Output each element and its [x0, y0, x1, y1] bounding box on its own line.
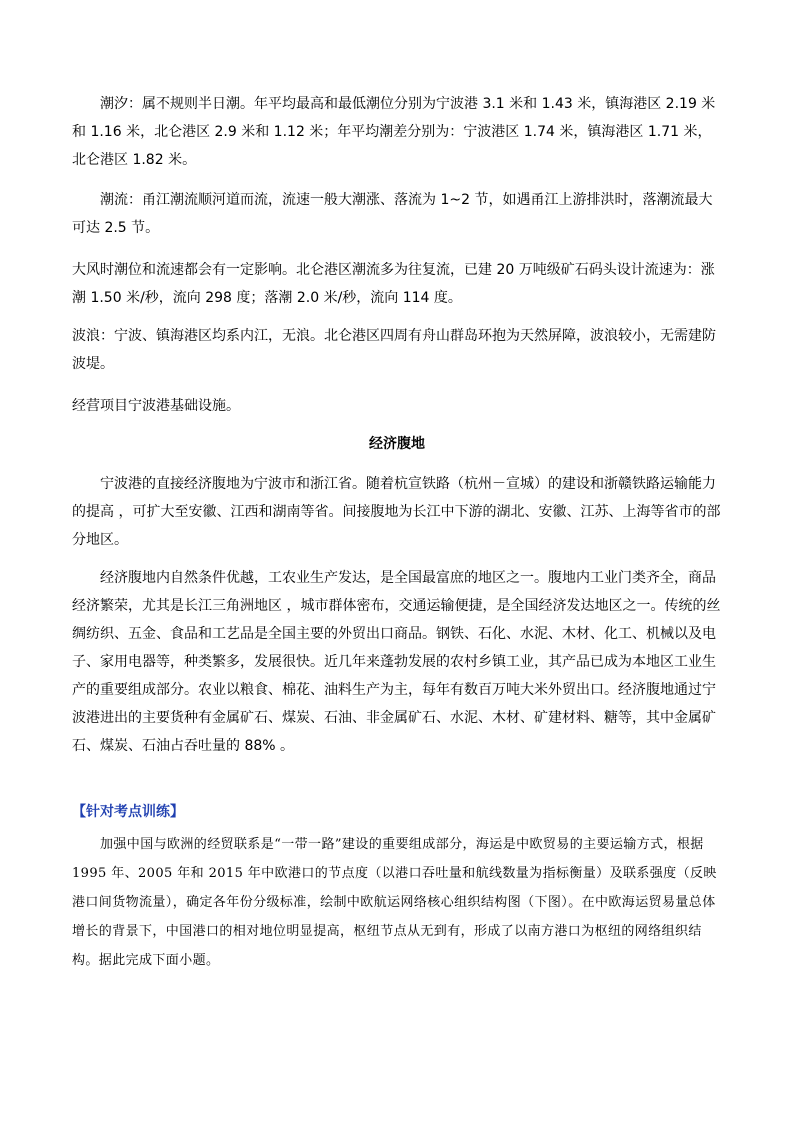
business-paragraph: 经营项目宁波港基础设施。: [72, 398, 240, 414]
tide-paragraph: 潮汐：属不规则半日潮。年平均最高和最低潮位分别为宁波港 3.1 米和 1.43 米，镇海港区 2.19 米和 1.16 米，北仑港区 2.9 米和 1.12 米；年平均潮差分别为：宁波港区 1.74 米，镇海港区 1.71 米，北仑港区 1.82 米。: [72, 96, 716, 168]
wind-paragraph: 大风时潮位和流速都会有一定影响。北仑港区潮流多为往复流，已建 20 万吨级矿石码头设计流速为：涨潮 1.50 米/秒，流向 298 度；落潮 2.0 米/秒，流向 114 度。: [72, 262, 715, 306]
hinterland-paragraph-1: 宁波港的直接经济腹地为宁波市和浙江省。随着杭宣铁路（杭州－宣城）的建设和浙赣铁路运输能力的提高 ，可扩大至安徽、江西和湖南等省。间接腹地为长江中下游的湖北、安徽、江苏、上海等省市的部分地区。: [72, 476, 721, 548]
exercise-paragraph: 加强中国与欧洲的经贸联系是“一带一路”建设的重要组成部分，海运是中欧贸易的主要运输方式，根据 1995 年、2005 年和 2015 年中欧港口的节点度（以港口吞吐量和航线数量为指标衡量）及联系强度（反映港口间货物流量），确定各年份分级标准，绘制中欧航运网络核心组织结构图（下图）。在中欧海运贸易量总体增长的背景下，中国港口的相对地位明显提高，枢纽节点从无到有，形成了以南方港口为枢纽的网络组织结构。据此完成下面小题。: [72, 837, 717, 968]
exercise-label: 【针对考点训练】: [72, 804, 184, 820]
hinterland-heading: 经济腹地: [369, 436, 425, 452]
current-paragraph: 潮流：甬江潮流顺河道而流，流速一般大潮涨、落流为 1~2 节，如遇甬江上游排洪时，落潮流最大可达 2.5 节。: [72, 192, 713, 236]
hinterland-paragraph-2: 经济腹地内自然条件优越，工农业生产发达，是全国最富庶的地区之一。腹地内工业门类齐全，商品经济繁荣，尤其是长江三角洲地区 ，城市群体密布，交通运输便捷，是全国经济发达地区之一。传统的丝绸纺织、五金、食品和工艺品是全国主要的外贸出口商品。钢铁、石化、水泥、木材、化工、机械以及电子、家用电器等，种类繁多，发展很快。近几年来蓬勃发展的农村乡镇工业，其产品已成为本地区工业生产的重要组成部分。农业以粮食、棉花、油料生产为主，每年有数百万吨大米外贸出口。经济腹地通过宁波港进出的主要货种有金属矿石、煤炭、石油、非金属矿石、水泥、木材、矿建材料、糖等，其中金属矿石、煤炭、石油占吞吐量的 88% 。: [72, 570, 721, 754]
waves-paragraph: 波浪：宁波、镇海港区均系内江，无浪。北仑港区四周有舟山群岛环抱为天然屏障，波浪较小，无需建防波堤。: [72, 328, 716, 372]
